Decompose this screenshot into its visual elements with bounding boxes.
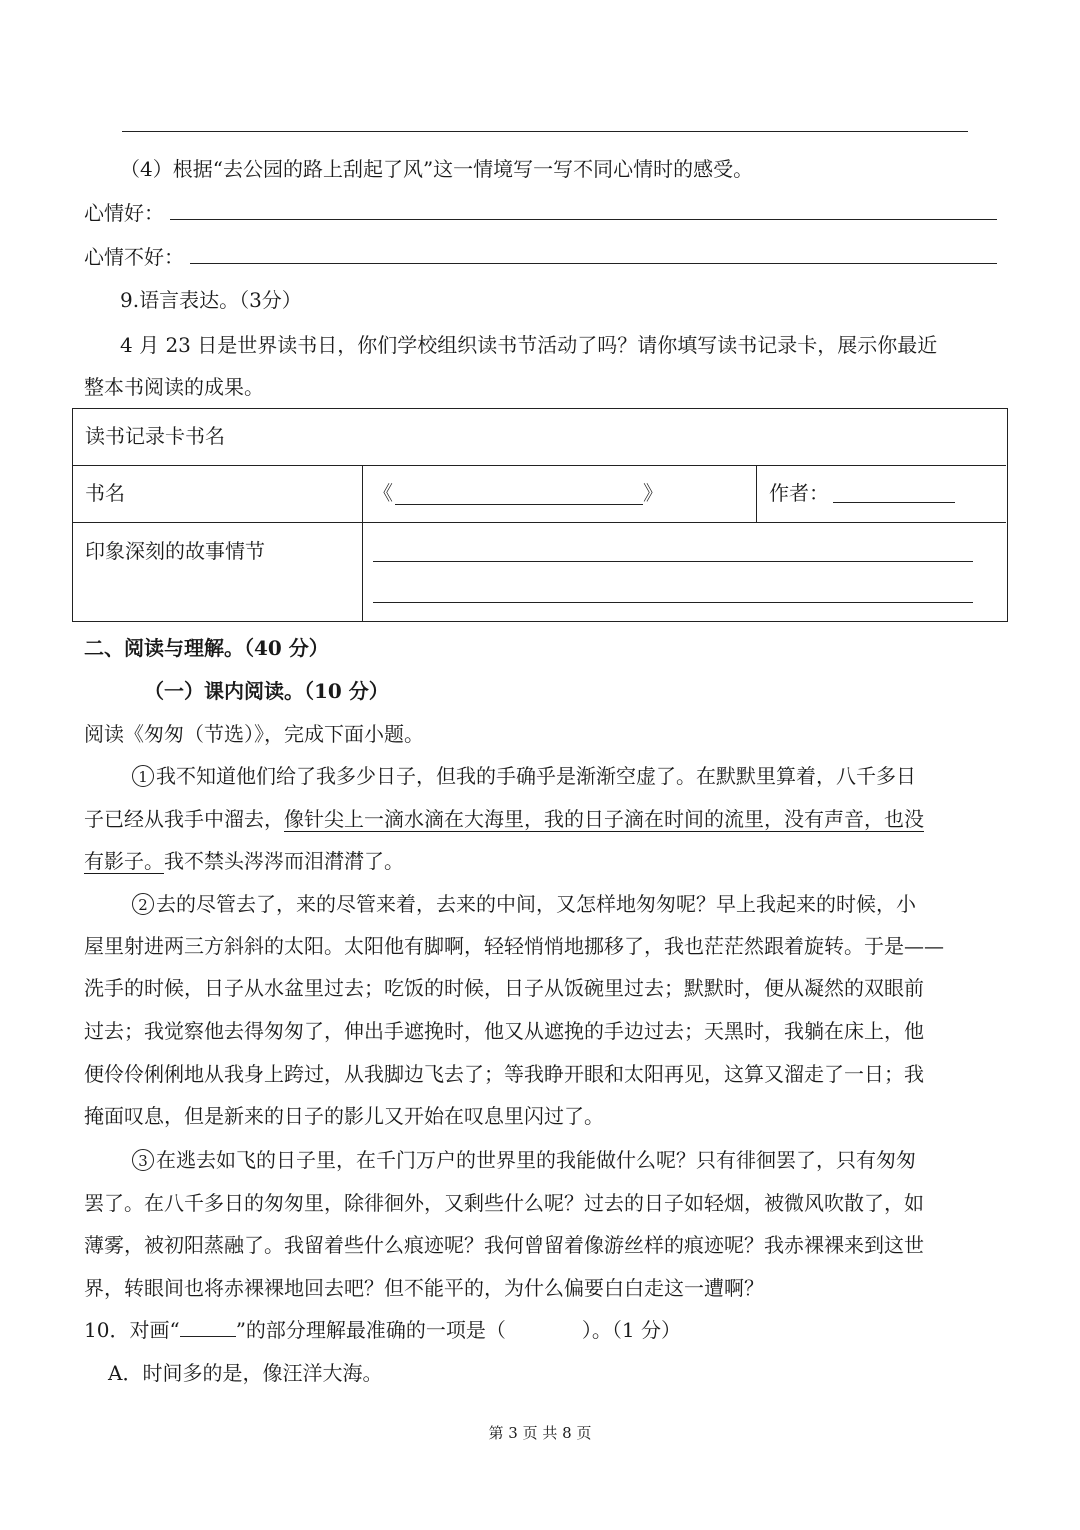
section2-sub1: （一）课内阅读。（10 分） xyxy=(144,679,389,703)
q9-text-line2: 整本书阅读的成果。 xyxy=(84,375,264,399)
table-divider xyxy=(73,522,1006,523)
paragraph-number-3: 3 xyxy=(132,1149,154,1171)
section2-title: 二、阅读与理解。（40 分） xyxy=(84,636,329,660)
passage-p1-line2 xyxy=(84,805,924,833)
good-mood-label: 心情好： xyxy=(84,201,164,225)
answer-line-top xyxy=(122,131,968,132)
passage-text: 在逃去如飞的日子里，在千门万户的世界里的我能做什么呢？只有徘徊罢了，只有匆匆 xyxy=(156,1148,916,1172)
good-mood-answer-line[interactable] xyxy=(170,219,997,220)
author-label: 作者： xyxy=(769,481,829,505)
underline-marker xyxy=(180,1318,236,1337)
plot-answer-line[interactable] xyxy=(373,602,973,603)
card-header: 读书记录卡书名 xyxy=(85,424,225,448)
passage-p1-line3 xyxy=(84,847,404,875)
book-title-field[interactable] xyxy=(395,504,643,505)
table-divider xyxy=(73,465,1006,466)
paragraph-number-1: 1 xyxy=(132,765,154,787)
page-footer: 第 3 页 共 8 页 xyxy=(488,1424,592,1442)
passage-p3-line1 xyxy=(132,1146,916,1174)
underlined-passage-text: 有影子。 xyxy=(84,849,164,873)
bad-mood-answer-line[interactable] xyxy=(190,263,997,264)
q10-stem-text: 10．对画“ xyxy=(84,1318,180,1342)
q8-4-prompt: （4）根据“去公园的路上刮起了风”这一情境写一写不同心情时的感受。 xyxy=(120,157,754,181)
plot-answer-line[interactable] xyxy=(373,561,973,562)
q9-title: 9.语言表达。（3分） xyxy=(120,288,302,312)
reading-record-card xyxy=(72,408,1008,622)
q9-text-line1: 4 月 23 日是世界读书日，你们学校组织读书节活动了吗？请你填写读书记录卡，展示你最近 xyxy=(120,333,938,357)
passage-text: 我不知道他们给了我多少日子，但我的手确乎是渐渐空虚了。在默默里算着，八千多日 xyxy=(156,764,916,788)
q10-stem-text: ）。（1 分） xyxy=(581,1318,682,1342)
table-divider xyxy=(362,465,363,621)
passage-p2-line1 xyxy=(132,890,916,918)
passage-text: 去的尽管去了，来的尽管来着，去来的中间，又怎样地匆匆呢？早上我起来的时候，小 xyxy=(156,892,916,916)
passage-p3-line4: 界，转眼间也将赤裸裸地回去吧？但不能平的，为什么偏要白白走这一遭啊？ xyxy=(84,1276,764,1300)
bad-mood-label: 心情不好： xyxy=(84,245,184,269)
author-field[interactable] xyxy=(833,502,955,503)
passage-text: 我不禁头涔涔而泪潸潸了。 xyxy=(164,849,404,873)
reading-instruction: 阅读《匆匆（节选）》，完成下面小题。 xyxy=(84,722,424,746)
passage-p2-line3: 洗手的时候，日子从水盆里过去；吃饭的时候，日子从饭碗里过去；默默时，便从凝然的双眼前 xyxy=(84,976,924,1000)
paragraph-number-2: 2 xyxy=(132,893,154,915)
passage-p2-line4: 过去；我觉察他去得匆匆了，伸出手遮挽时，他又从遮挽的手边过去；天黑时，我躺在床上，他 xyxy=(84,1019,924,1043)
passage-p2-line2: 屋里射进两三方斜斜的太阳。太阳他有脚啊，轻轻悄悄地挪移了，我也茫茫然跟着旋转。于是—— xyxy=(84,934,944,958)
q10-stem-text: ”的部分理解最准确的一项是（ xyxy=(235,1318,506,1342)
q10-option-a: A．时间多的是，像汪洋大海。 xyxy=(108,1361,383,1385)
plot-label: 印象深刻的故事情节 xyxy=(85,539,265,563)
passage-p1-line1 xyxy=(132,762,916,790)
passage-text: 子已经从我手中溜去， xyxy=(84,807,284,831)
book-close-mark: 》 xyxy=(643,481,663,505)
table-divider xyxy=(756,465,757,522)
book-open-mark: 《 xyxy=(373,481,393,505)
book-label: 书名 xyxy=(85,481,125,505)
passage-p2-line6: 掩面叹息，但是新来的日子的影儿又开始在叹息里闪过了。 xyxy=(84,1104,604,1128)
passage-p2-line5: 便伶伶俐俐地从我身上跨过，从我脚边飞去了；等我睁开眼和太阳再见，这算又溜走了一日；我 xyxy=(84,1062,924,1086)
q10-stem xyxy=(84,1316,681,1344)
passage-p3-line3: 薄雾，被初阳蒸融了。我留着些什么痕迹呢？我何曾留着像游丝样的痕迹呢？我赤裸裸来到这世 xyxy=(84,1233,924,1257)
underlined-passage-text: 像针尖上一滴水滴在大海里，我的日子滴在时间的流里，没有声音，也没 xyxy=(284,807,924,831)
passage-p3-line2: 罢了。在八千多日的匆匆里，除徘徊外，又剩些什么呢？过去的日子如轻烟，被微风吹散了，如 xyxy=(84,1191,924,1215)
